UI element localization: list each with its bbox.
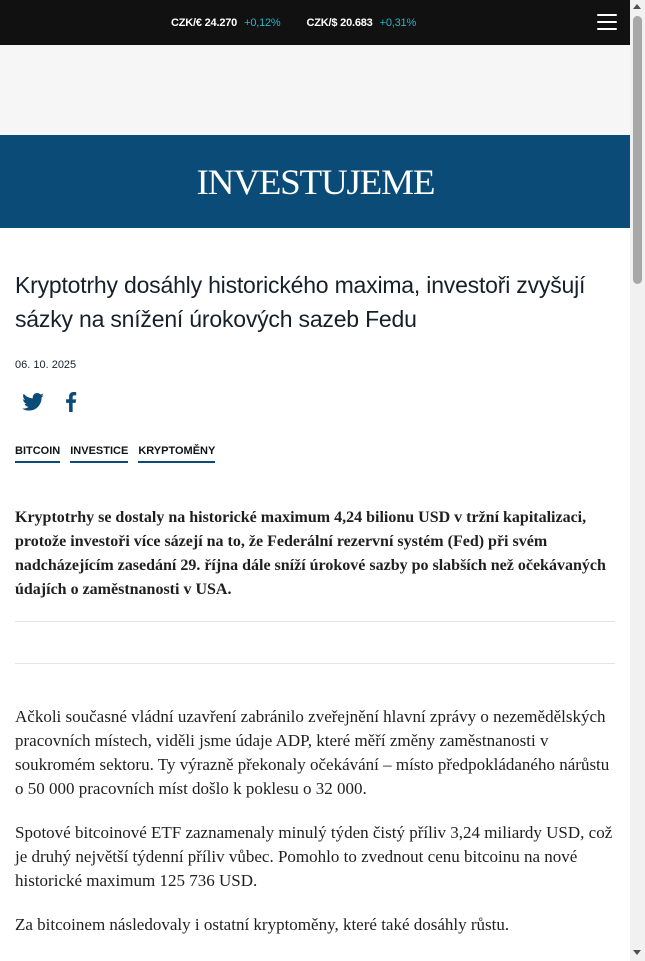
ticker-change: +0,12% — [244, 16, 281, 29]
scroll-down-arrow-icon[interactable] — [633, 950, 641, 955]
ticker-pair: CZK/€ 24.270 — [171, 16, 238, 29]
twitter-icon[interactable] — [19, 389, 47, 415]
ticker — [171, 0, 442, 45]
ticker-pair: CZK/$ 20.683 — [306, 16, 373, 29]
tag-link[interactable]: BITCOIN — [15, 445, 60, 463]
article-paragraph: Spotové bitcoinové ETF zaznamenaly minulý týden čistý příliv 3,24 miliardy USD, což je druhý největší týdenní příliv vůbec. Pomohlo to zvednout cenu bitcoinu na nové historické maximum 125 736 USD. — [15, 823, 613, 890]
ad-placeholder — [0, 45, 630, 135]
article — [0, 268, 630, 937]
article-body — [15, 705, 615, 937]
article-paragraph: Za bitcoinem následovaly i ostatní kryptoměny, které také dosáhly růstu. — [15, 915, 510, 934]
site-header — [0, 135, 630, 228]
facebook-icon[interactable] — [57, 389, 85, 415]
scrollbar-thumb[interactable] — [633, 16, 642, 284]
share-buttons — [15, 389, 615, 415]
site-logo[interactable]: INVESTUJEME — [196, 161, 434, 202]
hamburger-menu-icon[interactable] — [597, 14, 617, 30]
divider — [15, 663, 615, 664]
ticker-item — [307, 17, 417, 29]
tag-link[interactable]: INVESTICE — [70, 445, 128, 463]
scroll-up-arrow-icon[interactable] — [633, 4, 641, 9]
tag-link[interactable]: KRYPTOMĚNY — [138, 445, 215, 463]
ticker-item — [171, 17, 281, 29]
scrollbar[interactable] — [630, 0, 645, 961]
article-title: Kryptotrhy dosáhly historického maxima, investoři zvyšují sázky na snížení úrokových sazeb Fedu — [15, 272, 586, 332]
article-date: 06. 10. 2025 — [15, 359, 77, 371]
article-paragraph: Ačkoli současné vládní uzavření zabránilo zveřejnění hlavní zprávy o nezemědělských pracovních místech, viděli jsme údaje ADP, které měří změny zaměstnanosti v soukromém sektoru. Ty výrazně překonaly očekávání – místo předpokládaného nárůstu o 50 000 pracovních míst došlo k poklesu o 32 000. — [15, 707, 610, 798]
currency-ticker-bar — [0, 0, 630, 45]
article-tags — [15, 445, 615, 463]
ticker-change: +0,31% — [379, 16, 417, 29]
article-perex: Kryptotrhy se dostaly na historické maximum 4,24 bilionu USD v tržní kapitalizaci, protože investoři více sázejí na to, že Federální rezervní systém (Fed) při svém nadcházejícím zasedání 29. října dále sníží úrokové sazby po slabších než očekávaných údajích o zaměstnanosti v USA. — [15, 509, 606, 598]
divider — [15, 621, 615, 622]
